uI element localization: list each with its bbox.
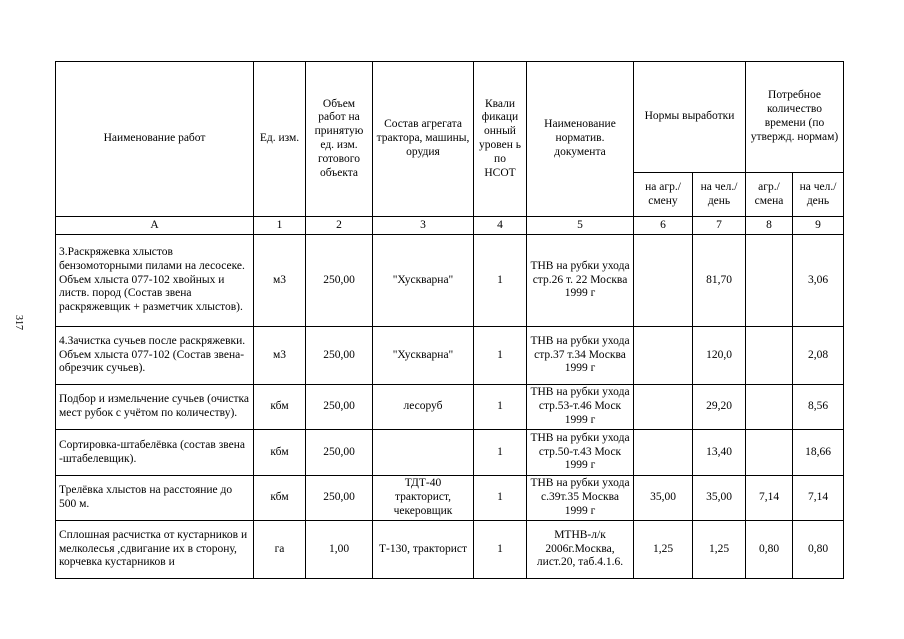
table-row xyxy=(56,235,844,327)
time-person-cell: 3,06 xyxy=(793,235,844,327)
qualification-cell: 1 xyxy=(474,235,527,327)
volume-cell: 250,00 xyxy=(306,385,373,430)
column-number-row xyxy=(56,217,844,235)
header-time-needed: Потребное количество времени (по утвержд. нормам) xyxy=(746,62,844,173)
document-cell: ТНВ на рубки ухода стр.50-т.43 Моск 1999 г xyxy=(527,430,634,476)
header-output-per-person: на чел./ день xyxy=(693,173,746,217)
column-number: 2 xyxy=(306,217,373,235)
header-unit-composition: Состав агрегата трактора, машины, орудия xyxy=(373,62,474,217)
work-name: Трелёвка хлыстов на расстояние до 500 м. xyxy=(56,476,254,521)
work-name: Сортировка-штабелёвка (состав звена -штабелевщик). xyxy=(56,430,254,476)
header-output-norms: Нормы выработки xyxy=(634,62,746,173)
composition-cell: ТДТ-40 тракторист, чекеровщик xyxy=(373,476,474,521)
table-row xyxy=(56,476,844,521)
norm-unit-cell xyxy=(634,385,693,430)
norm-unit-cell xyxy=(634,235,693,327)
header-time-per-unit: агр./ смена xyxy=(746,173,793,217)
column-number: 7 xyxy=(693,217,746,235)
volume-cell: 250,00 xyxy=(306,430,373,476)
qualification-cell: 1 xyxy=(474,385,527,430)
document-cell: ТНВ на рубки ухода с.39т.35 Москва 1999 г xyxy=(527,476,634,521)
unit-cell: кбм xyxy=(254,385,306,430)
column-number: 8 xyxy=(746,217,793,235)
table-row xyxy=(56,327,844,385)
column-number: А xyxy=(56,217,254,235)
document-cell: ТНВ на рубки ухода стр.53-т.46 Моск 1999 г xyxy=(527,385,634,430)
header-name: Наименование работ xyxy=(56,62,254,217)
unit-cell: м3 xyxy=(254,327,306,385)
header-output-per-unit: на агр./ смену xyxy=(634,173,693,217)
document-cell: ТНВ на рубки ухода стр.37 т.34 Москва 1999 г xyxy=(527,327,634,385)
header-row xyxy=(56,62,844,173)
work-name: 3.Раскряжевка хлыстов бензомоторными пилами на лесосеке. Объем хлыста 077-102 хвойных и листв. пород (Состав звена раскряжевщик + разметчик хлыстов). xyxy=(56,235,254,327)
page-number: 317 xyxy=(13,315,24,330)
work-name: Подбор и измельчение сучьев (очистка мест рубок с учётом по количеству). xyxy=(56,385,254,430)
header-time-per-person: на чел./ день xyxy=(793,173,844,217)
volume-cell: 250,00 xyxy=(306,476,373,521)
time-unit-cell: 0,80 xyxy=(746,521,793,579)
composition-cell: "Хускварна" xyxy=(373,235,474,327)
time-unit-cell xyxy=(746,385,793,430)
unit-cell: кбм xyxy=(254,430,306,476)
header-volume: Объем работ на принятую ед. изм. готового объекта xyxy=(306,62,373,217)
header-unit: Ед. изм. xyxy=(254,62,306,217)
time-person-cell: 2,08 xyxy=(793,327,844,385)
composition-cell: лесоруб xyxy=(373,385,474,430)
composition-cell xyxy=(373,430,474,476)
time-person-cell: 0,80 xyxy=(793,521,844,579)
column-number: 1 xyxy=(254,217,306,235)
header-document: Наименование норматив. документа xyxy=(527,62,634,217)
column-number: 6 xyxy=(634,217,693,235)
column-number: 4 xyxy=(474,217,527,235)
document-cell: МТНВ-л/к 2006г.Москва, лист.20, таб.4.1.6. xyxy=(527,521,634,579)
unit-cell: га xyxy=(254,521,306,579)
qualification-cell: 1 xyxy=(474,476,527,521)
work-name: Сплошная расчистка от кустарников и мелколесья ,сдвигание их в сторону, корчевка кустарников и xyxy=(56,521,254,579)
column-number: 3 xyxy=(373,217,474,235)
norm-person-cell: 1,25 xyxy=(693,521,746,579)
table-row xyxy=(56,430,844,476)
unit-cell: кбм xyxy=(254,476,306,521)
work-norms-table xyxy=(55,61,844,579)
time-person-cell: 7,14 xyxy=(793,476,844,521)
norm-person-cell: 81,70 xyxy=(693,235,746,327)
qualification-cell: 1 xyxy=(474,430,527,476)
norm-person-cell: 35,00 xyxy=(693,476,746,521)
column-number: 9 xyxy=(793,217,844,235)
table-row xyxy=(56,385,844,430)
time-person-cell: 8,56 xyxy=(793,385,844,430)
header-qualification: Квали фикаци онный уровен ь по НСОТ xyxy=(474,62,527,217)
time-unit-cell xyxy=(746,235,793,327)
volume-cell: 250,00 xyxy=(306,235,373,327)
norm-unit-cell xyxy=(634,430,693,476)
qualification-cell: 1 xyxy=(474,521,527,579)
time-person-cell: 18,66 xyxy=(793,430,844,476)
document-cell: ТНВ на рубки ухода стр.26 т. 22 Москва 1999 г xyxy=(527,235,634,327)
volume-cell: 250,00 xyxy=(306,327,373,385)
unit-cell: м3 xyxy=(254,235,306,327)
norm-person-cell: 13,40 xyxy=(693,430,746,476)
norm-person-cell: 29,20 xyxy=(693,385,746,430)
qualification-cell: 1 xyxy=(474,327,527,385)
volume-cell: 1,00 xyxy=(306,521,373,579)
norm-unit-cell: 1,25 xyxy=(634,521,693,579)
time-unit-cell xyxy=(746,327,793,385)
norm-person-cell: 120,0 xyxy=(693,327,746,385)
table-row xyxy=(56,521,844,579)
composition-cell: Т-130, тракторист xyxy=(373,521,474,579)
norm-unit-cell: 35,00 xyxy=(634,476,693,521)
column-number: 5 xyxy=(527,217,634,235)
composition-cell: "Хускварна" xyxy=(373,327,474,385)
time-unit-cell xyxy=(746,430,793,476)
norm-unit-cell xyxy=(634,327,693,385)
time-unit-cell: 7,14 xyxy=(746,476,793,521)
work-name: 4.Зачистка сучьев после раскряжевки. Объем хлыста 077-102 (Состав звена-обрезчик сучьев). xyxy=(56,327,254,385)
